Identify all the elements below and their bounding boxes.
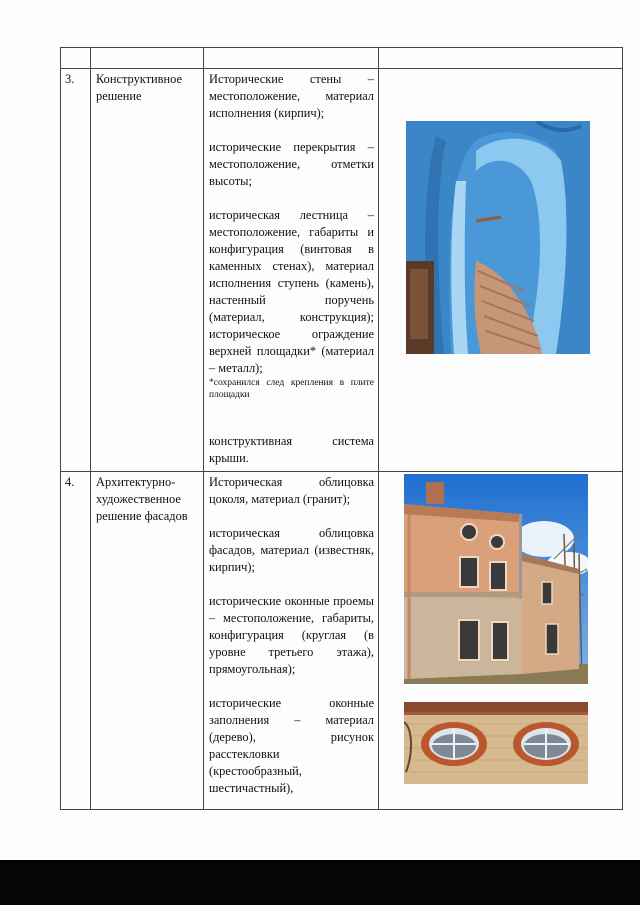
table-row [61, 69, 623, 472]
description-paragraph: исторические перекрытия – местоположение, отметки высоты; [209, 140, 374, 188]
header-cell [91, 48, 204, 69]
description-paragraph: Исторические стены – местоположение, материал исполнения (кирпич); [209, 72, 374, 120]
header-cell [61, 48, 91, 69]
description-paragraph: конструктивная система крыши. [209, 434, 374, 465]
round-windows-photo [404, 702, 588, 784]
description-paragraph: Историческая облицовка цоколя, материал (гранит); [209, 475, 374, 506]
row-name: Архитектурно-художественное решение фасадов [91, 472, 204, 810]
row-number: 3. [61, 69, 91, 472]
facade-photo [404, 474, 588, 684]
document-table [60, 47, 623, 810]
header-cell [379, 48, 623, 69]
table-header-row [61, 48, 623, 69]
row-number: 4. [61, 472, 91, 810]
description-footnote: *сохранился след крепления в плите площадки [209, 378, 374, 400]
photo-cell [379, 472, 623, 810]
staircase-photo [406, 121, 590, 354]
table-row [61, 472, 623, 810]
scan-bottom-edge [0, 860, 640, 905]
row-description [204, 69, 379, 472]
description-paragraph: исторические оконные проемы – местоположение, габариты, конфигурация (круглая (в уровне третьего этажа), прямоугольная); [209, 594, 374, 676]
description-paragraph: исторические оконные заполнения – материал (дерево), рисунок расстекловки (крестообразный, шестичастный), [209, 696, 374, 795]
photo-cell [379, 69, 623, 472]
description-paragraph: историческая облицовка фасадов, материал (известняк, кирпич); [209, 526, 374, 574]
header-cell [204, 48, 379, 69]
row-description [204, 472, 379, 810]
description-paragraph: историческая лестница – местоположение, габариты и конфигурация (винтовая в каменных стенах), материал исполнения ступень (камень), настенный поручень (материал, конструкция); историческое ограждение верхней площадки* (материал – металл); [209, 208, 374, 375]
row-name: Конструктивное решение [91, 69, 204, 472]
